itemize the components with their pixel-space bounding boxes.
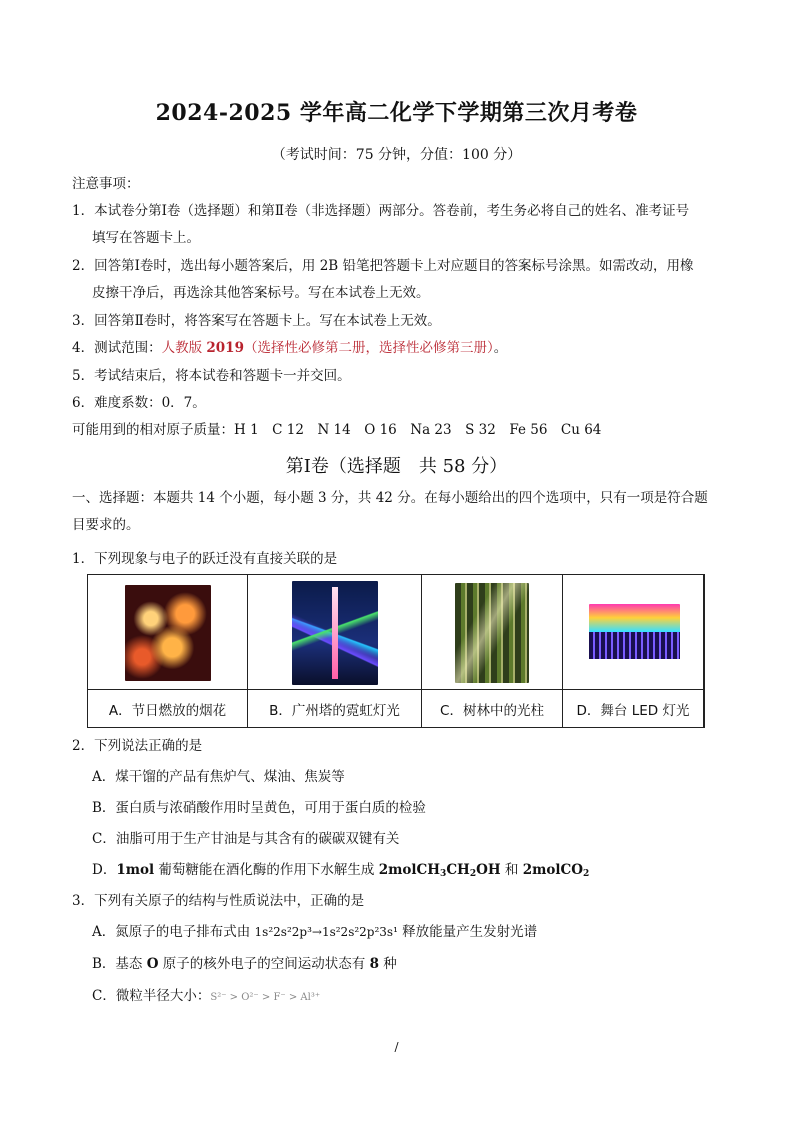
- page-footer: /: [394, 1040, 399, 1054]
- notice-item-1-cont: 填写在答题卡上。: [92, 230, 200, 246]
- notice-heading: 注意事项：: [72, 176, 140, 192]
- question-3-stem: 3．下列有关原子的结构与性质说法中，正确的是: [72, 893, 365, 909]
- option-a-cell[interactable]: [88, 575, 248, 727]
- option-b-cell[interactable]: [248, 575, 422, 727]
- option-c-label: C．树林中的光柱: [440, 703, 544, 719]
- test-scope: 人教版 2019（选择性必修第二册，选择性必修第三册）: [161, 340, 494, 356]
- notice-item-6: 6．难度系数：0．7。: [72, 395, 206, 411]
- option-d-label: D．舞台 LED 灯光: [576, 703, 690, 719]
- notice-item-4: 4．测试范围：人教版 2019（选择性必修第二册，选择性必修第三册）。: [72, 340, 508, 356]
- question-1-stem: 1．下列现象与电子的跃迁没有直接关联的是: [72, 551, 338, 567]
- forest-light-beam-image: [455, 583, 529, 683]
- guangzhou-tower-neon-image: [292, 581, 378, 685]
- stage-led-lights-image: [589, 604, 680, 659]
- question-3-option-c[interactable]: C．微粒半径大小：S²⁻ > O²⁻ > F⁻ > Al³⁺: [92, 988, 321, 1004]
- exam-info: （考试时间：75 分钟，分值：100 分）: [271, 147, 522, 163]
- tower-shape: [332, 587, 338, 679]
- notice-item-2: 2．回答第Ⅰ卷时，选出每小题答案后，用 2B 铅笔把答题卡上对应题目的答案标号涂黑。如需改动，用橡: [72, 258, 694, 274]
- atomic-mass-list: 可能用到的相对原子质量：H 1 C 12 N 14 O 16 Na 23 S 32 Fe 56 Cu 64: [72, 422, 602, 438]
- question-2-option-a[interactable]: A．煤干馏的产品有焦炉气、煤油、焦炭等: [92, 769, 345, 785]
- question-2-option-b[interactable]: B．蛋白质与浓硝酸作用时呈黄色，可用于蛋白质的检验: [92, 800, 426, 816]
- section-intro: 一、选择题：本题共 14 个小题，每小题 3 分，共 42 分。在每小题给出的四个选项中，只有一项是符合题: [72, 490, 708, 506]
- notice-item-1: 1．本试卷分第Ⅰ卷（选择题）和第Ⅱ卷（非选择题）两部分。答卷前，考生务必将自己的姓名、准考证号: [72, 203, 690, 219]
- question-3-option-a[interactable]: A．氮原子的电子排布式由 1s²2s²2p³→1s²2s²2p²3s¹ 释放能量产生发射光谱: [92, 924, 538, 940]
- question-2-stem: 2．下列说法正确的是: [72, 738, 203, 754]
- fireworks-image: [125, 585, 211, 681]
- stage-floor: [589, 632, 680, 659]
- question-2-option-c[interactable]: C．油脂可用于生产甘油是与其含有的碳碳双键有关: [92, 831, 400, 847]
- page-title: 2024-2025 学年高二化学下学期第三次月考卷: [155, 100, 638, 126]
- option-d-cell[interactable]: [563, 575, 704, 727]
- question-3-option-b[interactable]: B．基态 O 原子的核外电子的空间运动状态有 8 种: [92, 956, 397, 972]
- question-1-options-table: [87, 574, 705, 728]
- section-intro-cont: 目要求的。: [72, 517, 140, 533]
- option-b-label: B．广州塔的霓虹灯光: [269, 703, 400, 719]
- question-2-option-d[interactable]: D．1mol 葡萄糖能在酒化酶的作用下水解生成 $2molCH_3CH_2OH$ 和 2molCO$_2$: [92, 862, 590, 879]
- section-title: 第Ⅰ卷（选择题 共 58 分）: [285, 456, 508, 477]
- notice-item-5: 5．考试结束后，将本试卷和答题卡一并交回。: [72, 368, 351, 384]
- notice-item-3: 3．回答第Ⅱ卷时，将答案写在答题卡上。写在本试卷上无效。: [72, 313, 441, 329]
- option-c-cell[interactable]: [422, 575, 563, 727]
- notice-item-2-cont: 皮擦干净后，再选涂其他答案标号。写在本试卷上无效。: [92, 285, 430, 301]
- option-a-label: A．节日燃放的烟花: [108, 703, 227, 719]
- table-divider: [88, 689, 704, 690]
